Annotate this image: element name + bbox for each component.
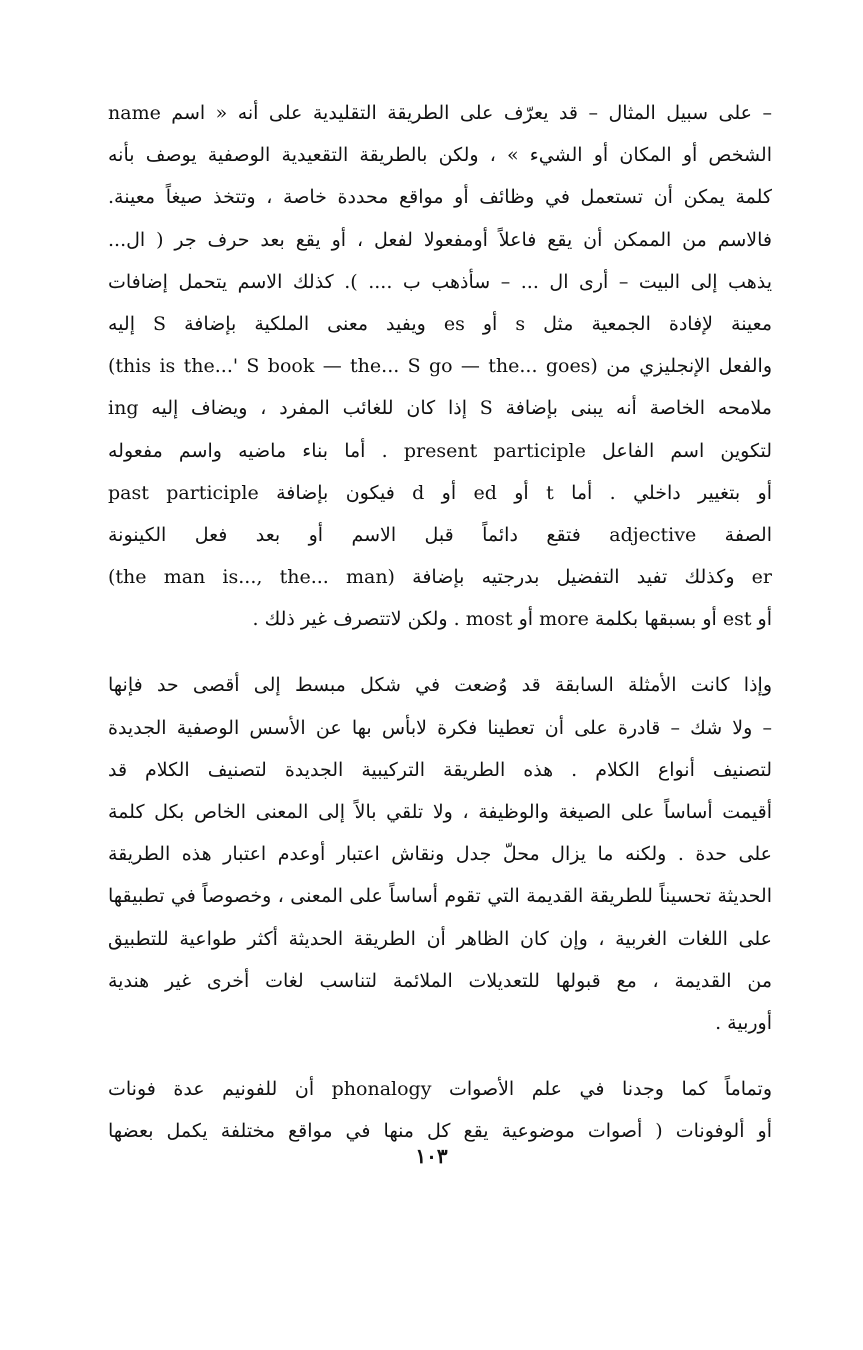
paragraph-1 <box>108 92 772 640</box>
text-line: معينة لإفادة الجمعية مثل s أو es ويفيد معنى الملكية بإضافة S إليه <box>108 312 772 335</box>
paragraph-3 <box>108 1068 772 1152</box>
text-line: – ولا شك – قادرة على أن تعطينا فكرة لابأس بها عن الأسس الوصفية الجديدة <box>108 716 772 739</box>
text-line: أوربية . <box>715 1011 772 1034</box>
paragraph-2 <box>108 664 772 1044</box>
text-line: على اللغات الغربية ، وإن كان الظاهر أن الطريقة الحديثة أكثر طواعية للتطبيق <box>108 927 772 950</box>
text-line: لتكوين اسم الفاعل present participle . أما بناء ماضيه واسم مفعوله <box>108 439 772 462</box>
text-line: (this is the...' S book — the... S go — the... goes) والفعل الإنجليزي من <box>108 355 772 378</box>
text-line: وإذا كانت الأمثلة السابقة قد وُضعت في شكل مبسط إلى أقصى حد فإنها <box>108 674 772 697</box>
text-line: past participle فيكون بإضافة d أو ed أو t أو بتغيير داخلي . أما <box>108 481 772 504</box>
text-line: لتصنيف أنواع الكلام . هذه الطريقة التركيبية الجديدة لتصنيف الكلام قد <box>108 758 772 781</box>
text-line: أقيمت أساساً على الصيغة والوظيفة ، ولا تلقي بالاً إلى المعنى الخاص بكل كلمة <box>108 801 772 823</box>
text-line: الصفة adjective فتقع دائماً قبل الاسم أو بعد فعل الكينونة <box>108 523 772 546</box>
text-line: فالاسم من الممكن أن يقع فاعلاً أومفعولا لفعل ، أو يقع بعد حرف جر ( ال... <box>108 228 772 251</box>
text-line: أو est أو بسبقها بكلمة more أو most . ولكن لاتتصرف غير ذلك . <box>252 608 772 631</box>
text-line: (the man is..., the... man) وكذلك تفيد التفضيل بدرجتيه بإضافة er <box>108 566 772 589</box>
text-line: يذهب إلى البيت – أرى ال ... – سأذهب ب .... ). كذلك الاسم يتحمل إضافات <box>108 270 772 293</box>
text-line: ملامحه الخاصة أنه يبنى بإضافة S إذا كان للغائب المفرد ، ويضاف إليه ing <box>108 397 772 420</box>
text-line: على حدة . ولكنه ما يزال محلّ جدل ونقاش اعتبار أوعدم اعتبار هذه الطريقة <box>108 843 772 866</box>
text-line: كلمة يمكن أن تستعمل في وظائف أو مواقع محددة خاصة ، وتتخذ صيغاً معينة. <box>108 186 772 209</box>
page-body <box>108 92 772 1322</box>
text-line: – على سبيل المثال – قد يعرّف على الطريقة التقليدية على أنه « اسم name <box>108 102 772 124</box>
text-line: وتماماً كما وجدنا في علم الأصوات phonalogy أن للفونيم عدة فونات <box>108 1078 772 1101</box>
text-line: من القديمة ، مع قبولها للتعديلات الملائمة لتناسب لغات أخرى غير هندية <box>108 969 772 992</box>
text-line: أو ألوفونات ( أصوات موضوعية يقع كل منها في مواقع مختلفة يكمل بعضها <box>108 1120 772 1143</box>
text-line: الشخص أو المكان أو الشيء » ، ولكن بالطريقة التقعيدية الوصفية يوصف بأنه <box>108 144 772 167</box>
page-number: ١٠٣ <box>415 1144 448 1168</box>
text-line: الحديثة تحسيناً للطريقة القديمة التي تقوم أساساً على المعنى ، وخصوصاً في تطبيقها <box>108 885 772 908</box>
